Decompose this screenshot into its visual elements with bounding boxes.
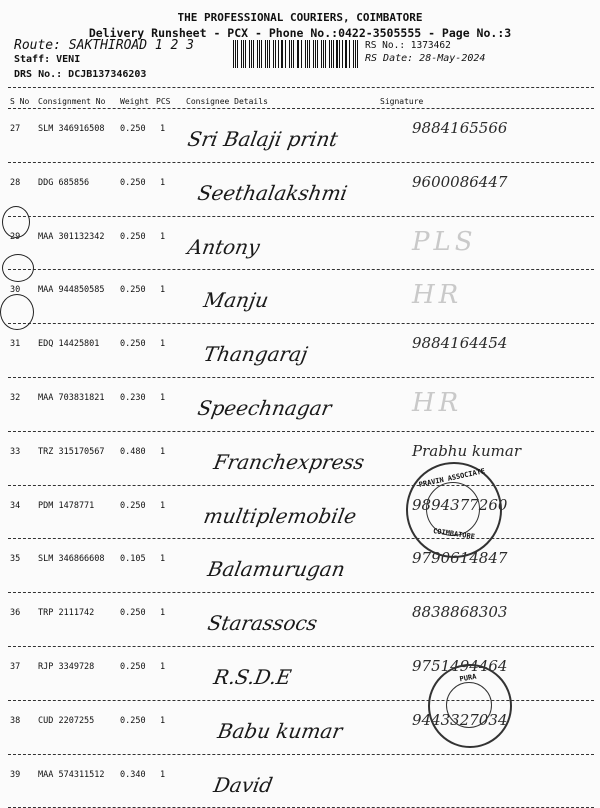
serial-number: 34 (10, 500, 21, 511)
pieces-count: 1 (160, 339, 166, 350)
stamp-associate-text: PRAVIN ASSOCIATE (418, 467, 486, 489)
signature-handwriting: HR (412, 388, 463, 418)
serial-number: 37 (10, 662, 21, 672)
consignee-handwriting: Starassocs (205, 611, 320, 636)
signature-handwriting: 9443327034 (412, 710, 508, 729)
weight-value: 0.250 (120, 124, 146, 134)
consignment-number: MAA 301132342 (38, 231, 105, 242)
barcode (233, 40, 361, 68)
weight-value: 0.250 (120, 608, 146, 619)
signature-handwriting: 9884164454 (412, 334, 508, 353)
pieces-count: 1 (160, 608, 166, 619)
weight-value: 0.230 (120, 393, 146, 403)
signature-handwriting: PLS (412, 226, 477, 257)
consignee-handwriting: Antony (185, 234, 262, 259)
consignee-handwriting: Thangaraj (201, 342, 310, 367)
consignment-number: SLM 346916508 (38, 124, 105, 134)
weight-value: 0.480 (120, 446, 146, 457)
row-divider (8, 162, 594, 163)
row-divider (8, 592, 594, 593)
rs-date: RS Date: 28-May-2024 (365, 53, 486, 64)
associate-stamp (406, 462, 502, 558)
consignee-handwriting: Speechnagar (195, 396, 334, 420)
consignment-number: EDQ 14425801 (38, 339, 100, 350)
pieces-count: 1 (160, 500, 166, 511)
consignment-number: PDM 1478771 (38, 500, 95, 511)
row-divider (8, 216, 594, 217)
pen-circle-30 (2, 254, 34, 282)
serial-number: 27 (10, 124, 21, 134)
row-divider (8, 269, 594, 270)
row-divider (8, 754, 594, 755)
runsheet-title: Delivery Runsheet - PCX - Phone No.:0422-3505555 - Page No.:3 (88, 26, 512, 40)
stamp-city-text: COIMBATORE (432, 527, 476, 541)
pieces-count: 1 (160, 662, 166, 672)
consignment-number: DDG 685856 (38, 177, 90, 188)
signature-handwriting: 9790614847 (412, 549, 508, 568)
pieces-count: 1 (160, 769, 166, 780)
serial-number: 38 (10, 715, 21, 726)
serial-number: 30 (10, 285, 21, 296)
consignee-handwriting: multiplemobile (201, 503, 359, 528)
weight-value: 0.250 (120, 662, 146, 672)
row-divider (8, 377, 594, 378)
consignee-handwriting: Seethalakshmi (195, 180, 350, 205)
weight-value: 0.250 (120, 231, 146, 242)
consignment-number: MAA 944850585 (38, 285, 105, 296)
signature-handwriting: 9884165566 (412, 119, 508, 137)
weight-value: 0.250 (120, 500, 146, 511)
signature-handwriting: Prabhu kumar (412, 441, 521, 460)
header-divider (8, 87, 594, 88)
serial-number: 36 (10, 608, 21, 619)
route-label: Route: SAKTHIROAD 1 2 3 (14, 38, 195, 53)
pieces-count: 1 (160, 124, 166, 134)
row-divider (8, 323, 594, 324)
col-consignment: Consignment No (38, 97, 106, 106)
serial-number: 29 (10, 231, 21, 242)
consignee-handwriting: R.S.D.E (211, 665, 294, 689)
weight-value: 0.250 (120, 177, 146, 188)
serial-number: 28 (10, 177, 21, 188)
signature-handwriting: 9894377260 (412, 495, 508, 514)
pieces-count: 1 (160, 285, 166, 296)
lower-stamp (428, 664, 512, 748)
weight-value: 0.250 (120, 285, 146, 296)
consignment-number: MAA 703831821 (38, 393, 105, 403)
col-pcs: PCS (156, 97, 171, 106)
signature-handwriting: 8838868303 (412, 603, 508, 622)
weight-value: 0.250 (120, 715, 146, 726)
consignee-handwriting: Manju (201, 288, 271, 313)
consignment-number: TRZ 315170567 (38, 446, 105, 457)
pen-circle-31 (0, 294, 34, 330)
pieces-count: 1 (160, 177, 166, 188)
weight-value: 0.340 (120, 769, 146, 780)
signature-handwriting: 9600086447 (412, 172, 508, 191)
consignee-handwriting: Balamurugan (205, 557, 347, 582)
company-title: THE PROFESSIONAL COURIERS, COIMBATORE (177, 11, 423, 24)
row-divider (8, 431, 594, 432)
columns-divider (8, 108, 594, 109)
drs-number: DRS No.: DCJB137346203 (14, 69, 147, 80)
col-weight: Weight (120, 97, 149, 106)
col-sno: S No (10, 97, 30, 106)
lower-stamp-text: PURA (458, 672, 477, 684)
consignment-number: TRP 2111742 (38, 608, 95, 619)
signature-handwriting: HR (412, 280, 463, 311)
pen-circle-29 (2, 206, 30, 238)
consignee-handwriting: Sri Balaji print (185, 127, 340, 151)
weight-value: 0.250 (120, 339, 146, 350)
serial-number: 32 (10, 393, 21, 403)
consignee-handwriting: Babu kumar (215, 718, 345, 743)
pieces-count: 1 (160, 715, 166, 726)
pieces-count: 1 (160, 446, 166, 457)
signature-handwriting: 9751494464 (412, 657, 508, 675)
pieces-count: 1 (160, 231, 166, 242)
rs-number: RS No.: 1373462 (365, 40, 451, 51)
pieces-count: 1 (160, 554, 166, 565)
row-divider (8, 538, 594, 539)
row-divider (8, 485, 594, 486)
serial-number: 31 (10, 339, 21, 350)
consignment-number: SLM 346866608 (38, 554, 105, 565)
weight-value: 0.105 (120, 554, 146, 565)
consignment-number: MAA 574311512 (38, 769, 105, 780)
col-consignee-details: Consignee Details (186, 97, 268, 106)
consignee-handwriting: David (211, 772, 275, 797)
serial-number: 35 (10, 554, 21, 565)
row-divider (8, 646, 594, 647)
consignee-handwriting: Franchexpress (211, 449, 367, 474)
col-signature: Signature (380, 97, 424, 106)
consignment-number: RJP 3349728 (38, 662, 95, 672)
staff-label: Staff: VENI (14, 54, 81, 65)
consignment-number: CUD 2207255 (38, 715, 95, 726)
serial-number: 39 (10, 769, 21, 780)
serial-number: 33 (10, 446, 21, 457)
pieces-count: 1 (160, 393, 166, 403)
